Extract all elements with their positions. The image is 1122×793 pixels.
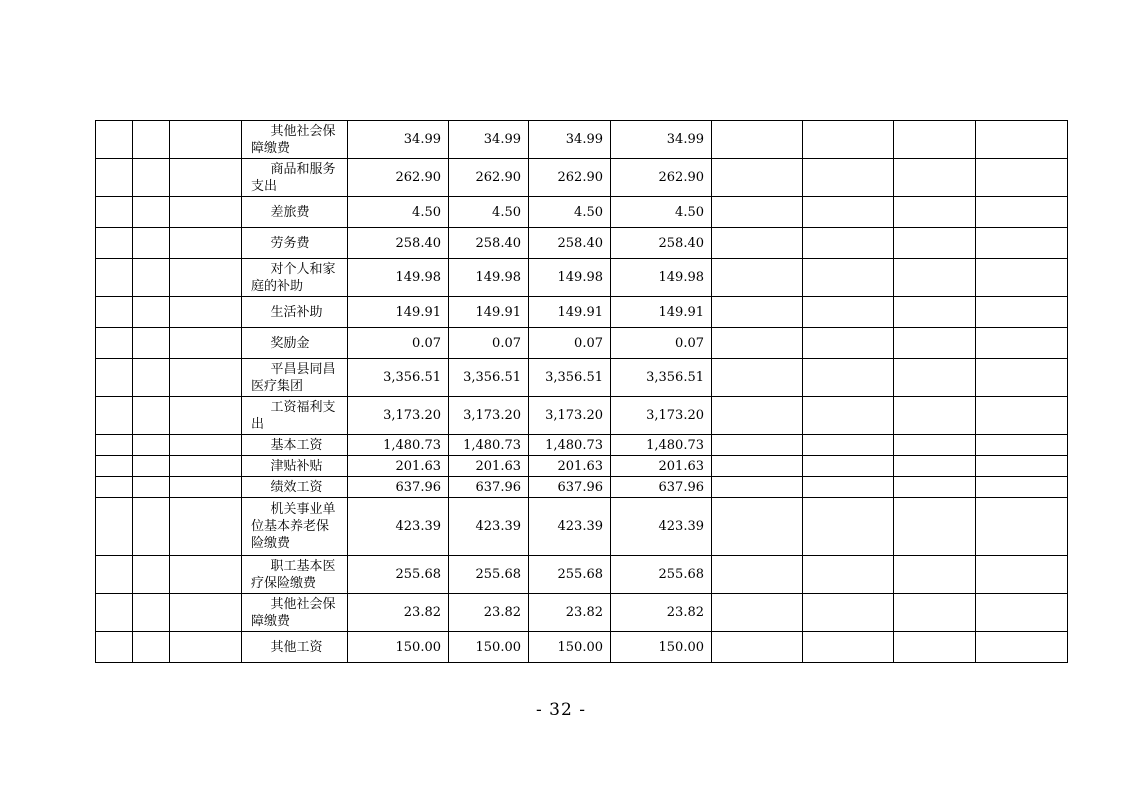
empty-cell	[133, 397, 170, 435]
empty-cell	[894, 159, 976, 197]
table-row	[96, 556, 1068, 594]
empty-cell	[803, 397, 894, 435]
amount-cell: 3,356.51	[449, 359, 529, 397]
table-row	[96, 259, 1068, 297]
table-row	[96, 498, 1068, 556]
amount-cell: 0.07	[348, 328, 449, 359]
empty-cell	[712, 498, 803, 556]
amount-cell: 1,480.73	[449, 435, 529, 456]
budget-table	[95, 120, 1068, 663]
empty-cell	[712, 297, 803, 328]
table-row	[96, 297, 1068, 328]
amount-cell: 149.91	[449, 297, 529, 328]
item-name: 职工基本医疗保险缴费	[251, 558, 336, 591]
empty-cell	[96, 197, 133, 228]
amount-cell: 637.96	[611, 477, 712, 498]
empty-cell	[133, 197, 170, 228]
amount-cell: 150.00	[449, 632, 529, 663]
amount-cell: 258.40	[348, 228, 449, 259]
table-row	[96, 197, 1068, 228]
empty-cell	[170, 159, 242, 197]
amount-cell: 149.98	[449, 259, 529, 297]
empty-cell	[133, 498, 170, 556]
empty-cell	[803, 259, 894, 297]
table-row	[96, 359, 1068, 397]
amount-cell: 258.40	[449, 228, 529, 259]
empty-cell	[976, 297, 1068, 328]
empty-cell	[894, 456, 976, 477]
empty-cell	[133, 359, 170, 397]
empty-cell	[894, 632, 976, 663]
amount-cell: 34.99	[611, 121, 712, 159]
empty-cell	[170, 397, 242, 435]
item-name-cell	[242, 477, 348, 498]
item-name: 机关事业单位基本养老保险缴费	[251, 502, 336, 551]
amount-cell: 34.99	[449, 121, 529, 159]
empty-cell	[170, 498, 242, 556]
table-row	[96, 456, 1068, 477]
amount-cell: 149.91	[611, 297, 712, 328]
empty-cell	[712, 397, 803, 435]
item-name-cell	[242, 397, 348, 435]
empty-cell	[803, 121, 894, 159]
empty-cell	[133, 121, 170, 159]
empty-cell	[170, 121, 242, 159]
item-name: 生活补助	[270, 304, 323, 320]
amount-cell: 0.07	[529, 328, 611, 359]
empty-cell	[894, 297, 976, 328]
item-name-cell	[242, 259, 348, 297]
amount-cell: 150.00	[611, 632, 712, 663]
empty-cell	[712, 632, 803, 663]
amount-cell: 201.63	[449, 456, 529, 477]
amount-cell: 4.50	[348, 197, 449, 228]
amount-cell: 262.90	[449, 159, 529, 197]
table-row	[96, 159, 1068, 197]
amount-cell: 423.39	[611, 498, 712, 556]
empty-cell	[803, 594, 894, 632]
empty-cell	[170, 328, 242, 359]
empty-cell	[96, 397, 133, 435]
item-name-cell	[242, 498, 348, 556]
table-row	[96, 435, 1068, 456]
empty-cell	[976, 359, 1068, 397]
empty-cell	[96, 556, 133, 594]
empty-cell	[96, 259, 133, 297]
item-name-cell	[242, 159, 348, 197]
amount-cell: 423.39	[348, 498, 449, 556]
amount-cell: 23.82	[529, 594, 611, 632]
empty-cell	[976, 259, 1068, 297]
empty-cell	[712, 594, 803, 632]
amount-cell: 23.82	[449, 594, 529, 632]
item-name-cell	[242, 594, 348, 632]
amount-cell: 201.63	[348, 456, 449, 477]
amount-cell: 4.50	[449, 197, 529, 228]
empty-cell	[976, 498, 1068, 556]
empty-cell	[133, 556, 170, 594]
empty-cell	[133, 594, 170, 632]
amount-cell: 1,480.73	[348, 435, 449, 456]
item-name: 绩效工资	[270, 479, 323, 495]
empty-cell	[712, 435, 803, 456]
empty-cell	[803, 159, 894, 197]
amount-cell: 4.50	[611, 197, 712, 228]
empty-cell	[96, 297, 133, 328]
item-name: 平昌县同昌医疗集团	[251, 361, 336, 394]
empty-cell	[170, 456, 242, 477]
empty-cell	[96, 435, 133, 456]
amount-cell: 149.98	[611, 259, 712, 297]
empty-cell	[170, 435, 242, 456]
amount-cell: 637.96	[529, 477, 611, 498]
empty-cell	[894, 121, 976, 159]
amount-cell: 255.68	[348, 556, 449, 594]
empty-cell	[133, 456, 170, 477]
amount-cell: 34.99	[529, 121, 611, 159]
amount-cell: 149.91	[348, 297, 449, 328]
empty-cell	[976, 594, 1068, 632]
item-name-cell	[242, 456, 348, 477]
empty-cell	[712, 228, 803, 259]
amount-cell: 0.07	[611, 328, 712, 359]
item-name: 其他社会保障缴费	[251, 596, 336, 629]
table-row	[96, 477, 1068, 498]
amount-cell: 4.50	[529, 197, 611, 228]
empty-cell	[894, 498, 976, 556]
empty-cell	[976, 477, 1068, 498]
item-name-cell	[242, 197, 348, 228]
empty-cell	[712, 556, 803, 594]
empty-cell	[803, 228, 894, 259]
empty-cell	[170, 297, 242, 328]
table-row	[96, 121, 1068, 159]
item-name: 津贴补贴	[270, 458, 323, 474]
empty-cell	[96, 228, 133, 259]
empty-cell	[894, 594, 976, 632]
empty-cell	[712, 359, 803, 397]
empty-cell	[976, 456, 1068, 477]
item-name: 差旅费	[270, 204, 310, 220]
item-name-cell	[242, 297, 348, 328]
item-name: 基本工资	[270, 437, 323, 453]
table-row	[96, 632, 1068, 663]
empty-cell	[170, 477, 242, 498]
empty-cell	[96, 159, 133, 197]
item-name: 工资福利支出	[251, 399, 336, 432]
item-name: 奖励金	[270, 335, 310, 351]
table-row	[96, 228, 1068, 259]
amount-cell: 1,480.73	[611, 435, 712, 456]
empty-cell	[133, 632, 170, 663]
amount-cell: 423.39	[529, 498, 611, 556]
amount-cell: 262.90	[348, 159, 449, 197]
empty-cell	[894, 435, 976, 456]
empty-cell	[170, 228, 242, 259]
amount-cell: 201.63	[611, 456, 712, 477]
empty-cell	[894, 197, 976, 228]
amount-cell: 23.82	[348, 594, 449, 632]
empty-cell	[976, 328, 1068, 359]
amount-cell: 255.68	[449, 556, 529, 594]
amount-cell: 1,480.73	[529, 435, 611, 456]
empty-cell	[894, 259, 976, 297]
empty-cell	[894, 556, 976, 594]
empty-cell	[712, 477, 803, 498]
empty-cell	[133, 328, 170, 359]
empty-cell	[894, 477, 976, 498]
empty-cell	[712, 456, 803, 477]
amount-cell: 0.07	[449, 328, 529, 359]
empty-cell	[803, 632, 894, 663]
amount-cell: 201.63	[529, 456, 611, 477]
empty-cell	[976, 159, 1068, 197]
empty-cell	[803, 328, 894, 359]
empty-cell	[96, 121, 133, 159]
amount-cell: 255.68	[611, 556, 712, 594]
item-name-cell	[242, 121, 348, 159]
empty-cell	[976, 121, 1068, 159]
amount-cell: 3,173.20	[611, 397, 712, 435]
empty-cell	[133, 297, 170, 328]
table-row	[96, 594, 1068, 632]
amount-cell: 150.00	[529, 632, 611, 663]
item-name-cell	[242, 359, 348, 397]
item-name-cell	[242, 632, 348, 663]
amount-cell: 3,356.51	[529, 359, 611, 397]
empty-cell	[712, 259, 803, 297]
empty-cell	[96, 498, 133, 556]
item-name: 对个人和家庭的补助	[251, 261, 336, 294]
empty-cell	[712, 121, 803, 159]
item-name: 商品和服务支出	[251, 161, 336, 194]
amount-cell: 637.96	[348, 477, 449, 498]
empty-cell	[133, 435, 170, 456]
empty-cell	[803, 456, 894, 477]
empty-cell	[170, 594, 242, 632]
item-name: 劳务费	[270, 235, 310, 251]
empty-cell	[976, 632, 1068, 663]
amount-cell: 423.39	[449, 498, 529, 556]
empty-cell	[894, 228, 976, 259]
empty-cell	[803, 498, 894, 556]
empty-cell	[803, 297, 894, 328]
empty-cell	[803, 556, 894, 594]
empty-cell	[712, 159, 803, 197]
empty-cell	[976, 197, 1068, 228]
amount-cell: 637.96	[449, 477, 529, 498]
amount-cell: 258.40	[529, 228, 611, 259]
empty-cell	[803, 435, 894, 456]
empty-cell	[170, 197, 242, 228]
item-name: 其他工资	[270, 639, 323, 655]
amount-cell: 3,173.20	[348, 397, 449, 435]
empty-cell	[976, 435, 1068, 456]
empty-cell	[712, 197, 803, 228]
empty-cell	[96, 456, 133, 477]
empty-cell	[133, 228, 170, 259]
item-name: 其他社会保障缴费	[251, 123, 336, 156]
amount-cell: 34.99	[348, 121, 449, 159]
empty-cell	[803, 477, 894, 498]
empty-cell	[96, 477, 133, 498]
empty-cell	[976, 228, 1068, 259]
empty-cell	[96, 359, 133, 397]
table-row	[96, 397, 1068, 435]
empty-cell	[170, 259, 242, 297]
amount-cell: 23.82	[611, 594, 712, 632]
empty-cell	[133, 477, 170, 498]
empty-cell	[170, 556, 242, 594]
amount-cell: 3,173.20	[529, 397, 611, 435]
empty-cell	[976, 397, 1068, 435]
table-row	[96, 328, 1068, 359]
item-name-cell	[242, 328, 348, 359]
amount-cell: 258.40	[611, 228, 712, 259]
amount-cell: 255.68	[529, 556, 611, 594]
item-name-cell	[242, 228, 348, 259]
page-number: - 32 -	[536, 700, 586, 720]
item-name-cell	[242, 435, 348, 456]
empty-cell	[803, 197, 894, 228]
empty-cell	[976, 556, 1068, 594]
empty-cell	[894, 359, 976, 397]
empty-cell	[96, 632, 133, 663]
empty-cell	[170, 359, 242, 397]
empty-cell	[133, 259, 170, 297]
amount-cell: 150.00	[348, 632, 449, 663]
amount-cell: 262.90	[611, 159, 712, 197]
item-name-cell	[242, 556, 348, 594]
amount-cell: 3,356.51	[348, 359, 449, 397]
amount-cell: 149.91	[529, 297, 611, 328]
empty-cell	[170, 632, 242, 663]
amount-cell: 3,356.51	[611, 359, 712, 397]
empty-cell	[894, 397, 976, 435]
empty-cell	[803, 359, 894, 397]
empty-cell	[133, 159, 170, 197]
amount-cell: 262.90	[529, 159, 611, 197]
amount-cell: 3,173.20	[449, 397, 529, 435]
empty-cell	[712, 328, 803, 359]
empty-cell	[894, 328, 976, 359]
amount-cell: 149.98	[529, 259, 611, 297]
empty-cell	[96, 594, 133, 632]
empty-cell	[96, 328, 133, 359]
amount-cell: 149.98	[348, 259, 449, 297]
